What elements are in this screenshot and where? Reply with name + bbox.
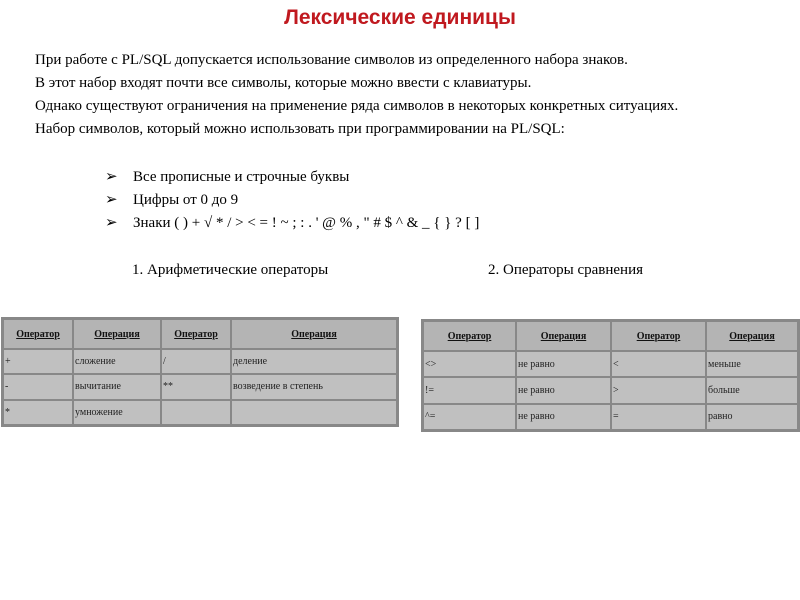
cell: * <box>3 400 73 425</box>
table-row <box>423 377 798 403</box>
paragraph: Однако существуют ограничения на применение ряда символов в некоторых конкретных ситуациях. <box>35 98 679 114</box>
bullet-item <box>105 167 349 186</box>
cell: / <box>161 349 231 374</box>
bullet-item <box>105 213 479 232</box>
table-row <box>423 351 798 377</box>
cell: > <box>611 377 706 403</box>
slide-title: Лексические единицы <box>284 6 516 29</box>
bullet-text: Знаки ( ) + √ * / > < = ! ~ ; : . ' @ % , " # $ ^ & _ { } ? [ ] <box>133 215 480 231</box>
header-cell: Операция <box>516 321 611 351</box>
cell: деление <box>231 349 397 374</box>
cell: умножение <box>73 400 161 425</box>
header-cell: Операция <box>73 319 161 349</box>
cell: != <box>423 377 516 403</box>
header-cell: Оператор <box>611 321 706 351</box>
cell: <> <box>423 351 516 377</box>
table-header-row <box>3 319 397 349</box>
header-cell: Операция <box>231 319 397 349</box>
table-row <box>3 349 397 374</box>
cell: меньше <box>706 351 798 377</box>
paragraph: В этот набор входят почти все символы, которые можно ввести с клавиатуры. <box>35 75 532 91</box>
cell: не равно <box>516 351 611 377</box>
cell: равно <box>706 404 798 430</box>
table-row <box>3 374 397 399</box>
table-header-row <box>423 321 798 351</box>
caption-arithmetic: 1. Арифметические операторы <box>132 262 329 278</box>
cell: вычитание <box>73 374 161 399</box>
table-row <box>3 400 397 425</box>
cell: - <box>3 374 73 399</box>
table-row <box>423 404 798 430</box>
header-cell: Оператор <box>423 321 516 351</box>
header-cell: Оператор <box>161 319 231 349</box>
cell: = <box>611 404 706 430</box>
cell: + <box>3 349 73 374</box>
cell: возведение в степень <box>231 374 397 399</box>
cell: не равно <box>516 377 611 403</box>
bullet-text: Цифры от 0 до 9 <box>133 192 239 208</box>
caption-comparison: 2. Операторы сравнения <box>488 262 644 278</box>
arithmetic-operators-table <box>1 317 399 427</box>
cell: ** <box>161 374 231 399</box>
cell: больше <box>706 377 798 403</box>
cell <box>231 400 397 425</box>
cell: не равно <box>516 404 611 430</box>
header-cell: Операция <box>706 321 798 351</box>
cell <box>161 400 231 425</box>
paragraph: Набор символов, который можно использовать при программировании на PL/SQL: <box>35 121 565 137</box>
arrow-bullet-icon: ➢ <box>105 215 118 231</box>
arrow-bullet-icon: ➢ <box>105 169 118 185</box>
arrow-bullet-icon: ➢ <box>105 192 118 208</box>
bullet-item <box>105 190 238 209</box>
bullet-text: Все прописные и строчные буквы <box>133 169 350 185</box>
cell: сложение <box>73 349 161 374</box>
comparison-operators-table <box>421 319 800 432</box>
cell: < <box>611 351 706 377</box>
cell: ^= <box>423 404 516 430</box>
header-cell: Оператор <box>3 319 73 349</box>
paragraph: При работе с PL/SQL допускается использование символов из определенного набора знаков. <box>35 52 628 68</box>
